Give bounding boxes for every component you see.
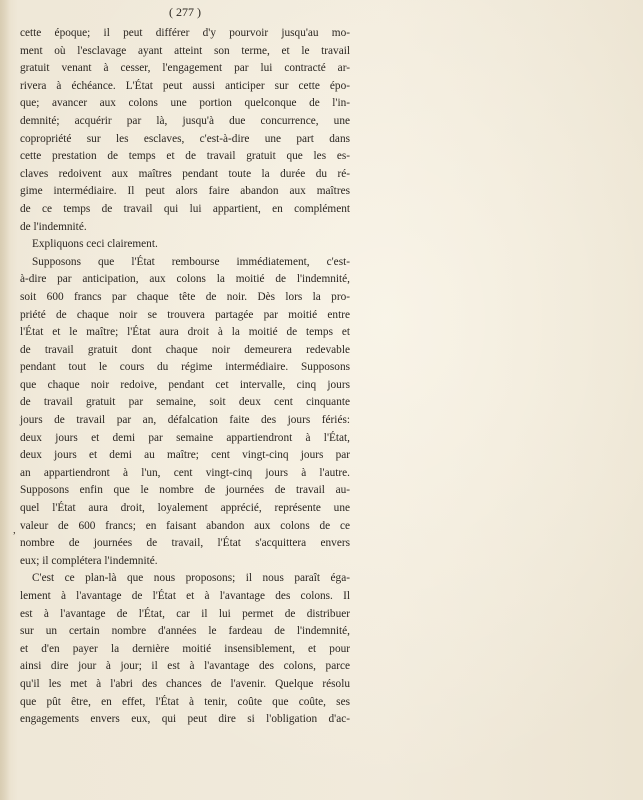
- text-line: l'État et le maître; l'État aura droit à la moitié de temps et: [20, 326, 350, 339]
- text-line: que; avancer aux colons une portion quelconque de l'in-: [20, 97, 350, 110]
- body-text: [20, 25, 350, 729]
- text-line: gime intermédiaire. Il peut alors faire abandon aux maîtres: [20, 185, 350, 198]
- text-line: soit 600 francs par chaque tête de noir. Dès lors la pro-: [20, 290, 350, 303]
- text-line: cette époque; il peut différer d'y pourvoir jusqu'au mo-: [20, 27, 350, 39]
- page-number: ( 277 ): [169, 5, 201, 19]
- text-line: deux jours et demi par semaine appartiendront à l'État,: [20, 431, 350, 444]
- margin-mark: ,: [13, 524, 16, 536]
- text-line: an appartiendront à l'un, cent vingt-cinq jours à l'autre.: [20, 466, 350, 479]
- text-line: priété de chaque noir se trouvera partagée par moitié entre: [20, 308, 350, 321]
- text-line: rivera à échéance. L'État peut aussi anticiper sur cette épo-: [20, 79, 350, 92]
- text-line: de ce temps de travail qui lui appartient, en complément: [20, 202, 350, 215]
- text-line: que pût être, en effet, l'État à tenir, coûte que coûte, ses: [20, 695, 350, 708]
- text-line: est à l'avantage de l'État, car il lui permet de distribuer: [20, 607, 350, 620]
- text-line: de travail gratuit dont chaque noir demeurera redevable: [20, 343, 350, 356]
- text-line: demnité; acquérir par là, jusqu'à due concurrence, une: [20, 114, 350, 127]
- text-line: lement à l'avantage de l'État et à l'avantage des colons. Il: [20, 590, 350, 602]
- text-line: deux jours et demi au maître; cent vingt-cinq jours par: [20, 449, 350, 462]
- text-line: Supposons que l'État rembourse immédiatement, c'est-: [32, 255, 350, 268]
- text-line: copropriété sur les esclaves, c'est-à-dire une part dans: [20, 132, 350, 145]
- text-line: valeur de 600 francs; en faisant abandon aux colons de ce: [20, 519, 350, 532]
- text-line: gratuit venant à cesser, l'engagement par lui contracté ar-: [20, 62, 350, 75]
- text-line: quel l'État aura droit, loyalement apprécié, représente une: [20, 502, 350, 515]
- text-line: qu'il les met à l'abri des chances de l'avenir. Quelque résolu: [20, 677, 350, 690]
- text-line: et d'en payer la dernière moitié insensiblement, et pour: [20, 642, 350, 655]
- text-line: nombre de journées de travail, l'État s'acquittera envers: [20, 537, 350, 550]
- text-line: que chaque noir redoive, pendant cet intervalle, cinq jours: [20, 378, 350, 391]
- text-line: eux; il complétera l'indemnité.: [20, 554, 158, 567]
- text-line: de travail gratuit par semaine, soit deux cent cinquante: [20, 396, 350, 409]
- text-line: cette prestation de temps et de travail gratuit que les es-: [20, 150, 350, 163]
- text-line: claves redoivent aux maîtres pendant toute la durée du ré-: [20, 167, 350, 180]
- text-line: engagements envers eux, qui peut dire si l'obligation d'ac-: [20, 713, 350, 726]
- text-line: jours de travail par an, défalcation faite des jours fériés:: [20, 414, 350, 427]
- text-line: Supposons enfin que le nombre de journées de travail au-: [20, 484, 350, 497]
- text-line: pendant tout le cours du régime intermédiaire. Supposons: [20, 361, 350, 374]
- text-line: à-dire par anticipation, aux colons la moitié de l'indemnité,: [20, 273, 350, 286]
- text-line: Expliquons ceci clairement.: [32, 238, 158, 251]
- text-line: sur un certain nombre d'années le fardeau de l'indemnité,: [20, 625, 350, 638]
- text-line: ment où l'esclavage ayant atteint son terme, et le travail: [20, 44, 350, 57]
- page-gutter-shadow: [0, 0, 10, 800]
- text-line: ainsi dire jour à jour; il est à l'avantage des colons, parce: [20, 660, 350, 673]
- text-line: de l'indemnité.: [20, 220, 87, 233]
- text-line: C'est ce plan-là que nous proposons; il nous paraît éga-: [32, 572, 350, 585]
